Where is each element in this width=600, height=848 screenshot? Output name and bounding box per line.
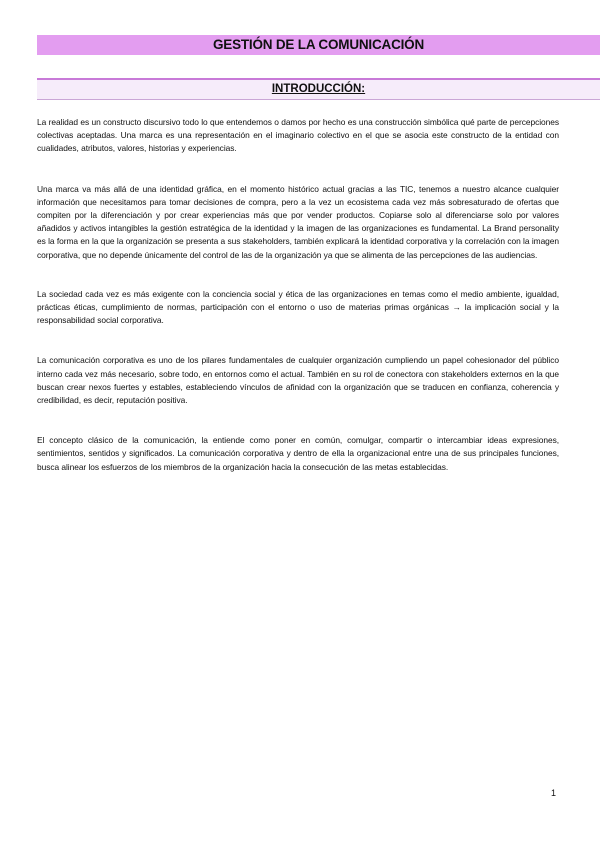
section-heading-box [37,80,600,100]
paragraph-5: El concepto clásico de la comunicación, la entiende como poner en común, comulgar, compartir o intercambiar ideas expresiones, sentimientos, sentidos y significados. La comunicación corporativa y dentro de ella la organizacional entre una de sus principales funciones, busca alinear los esfuerzos de los miembros de la organización hacia la consecución de las metas establecidas. [37,435,559,472]
document-body [37,116,559,474]
paragraph-4: La comunicación corporativa es uno de los pilares fundamentales de cualquier organización cumpliendo un papel cohesionador del público interno cada vez más necesario, sobre todo, en entornos como el actual. También en su rol de conectora con stakeholders externos en la que buscan crear nexos fuertes y estables, estableciendo vínculos de afinidad con la organización que se traducen en confianza, coherencia y credibilidad, es decir, reputación positiva. [37,355,559,406]
paragraph-1: La realidad es un constructo discursivo todo lo que entendemos o damos por hecho es una construcción simbólica qué parte de percepciones colectivas aceptadas. Una marca es una representación en el imaginario colectivo en el que se asocia este constructo de la entidad con cualidades, atributos, valores, historias y experiencias. [37,117,559,154]
page-number: 1 [551,788,557,798]
document-title: GESTIÓN DE LA COMUNICACIÓN [37,35,600,55]
paragraph-2: Una marca va más allá de una identidad gráfica, en el momento histórico actual gracias a las TIC, tenemos a nuestro alcance cualquier información que necesitamos para tomar decisiones de compra, pero a la vez un ecosistema cada vez más sobresaturado de ofertas que compiten por la diferenciación y por crear experiencias más que por vender productos. Copiarse solo al diferenciarse solo por valores añadidos y activos intangibles la gestión estratégica de la identidad y la imagen de las organizaciones es fundamental. La Brand personality es la forma en la que la organización se presenta a sus stakeholders, también explicará la identidad corporativa y la correlación con la imagen corporativa, que no depende únicamente del control de las de la organización ya que se alimenta de las percepciones de las audiencias. [37,183,559,260]
paragraph-3: La sociedad cada vez es más exigente con la conciencia social y ética de las organizaciones en temas como el medio ambiente, igualdad, prácticas éticas, cumplimiento de normas, participación con el entorno o uso de materias primas orgánicas → la implicación social y la responsabilidad social corporativa. [37,288,559,326]
section-heading: INTRODUCCIÓN: [271,83,366,95]
